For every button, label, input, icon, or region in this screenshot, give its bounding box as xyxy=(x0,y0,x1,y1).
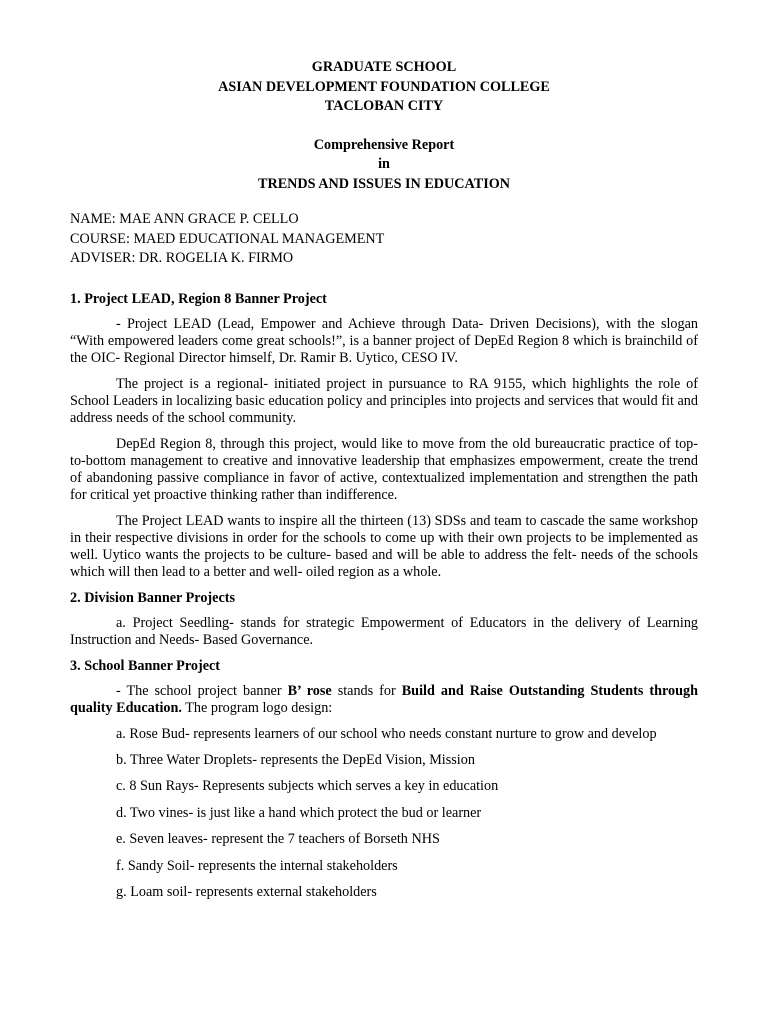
student-info xyxy=(70,210,698,269)
school-header xyxy=(70,58,698,117)
logo-item: b. Three Water Droplets- represents the DepEd Vision, Mission xyxy=(116,751,475,768)
intro-text: stands for xyxy=(331,682,402,699)
intro-banner-name: B’ rose xyxy=(287,682,332,699)
section-3-heading: 3. School Banner Project xyxy=(70,657,221,674)
section-2-paragraph: a. Project Seedling- stands for strategic Empowerment of Educators in the delivery of Learning Instruction and Needs- Based Governance. xyxy=(70,614,698,648)
section-2-heading: 2. Division Banner Projects xyxy=(70,589,235,606)
section-1-paragraph: The project is a regional- initiated project in pursuance to RA 9155, which highlights the role of School Leaders in localizing basic education policy and principles into projects and services that would fit and address needs of the school community. xyxy=(70,375,698,426)
section-1-paragraph: - Project LEAD (Lead, Empower and Achieve through Data- Driven Decisions), with the slogan “With empowered leaders come great schools!”, is a banner project of DepEd Region 8 which is brainchild of the OIC- Regional Director himself, Dr. Ramir B. Uytico, CESO IV. xyxy=(70,315,698,366)
logo-item: e. Seven leaves- represent the 7 teachers of Borseth NHS xyxy=(116,831,440,847)
student-adviser: ADVISER: DR. ROGELIA K. FIRMO xyxy=(70,250,294,266)
section-1-heading: 1. Project LEAD, Region 8 Banner Project xyxy=(70,290,327,307)
logo-item: d. Two vines- is just like a hand which protect the bud or learner xyxy=(116,804,482,821)
intro-text: The program logo design: xyxy=(181,699,333,716)
header-line-college: ASIAN DEVELOPMENT FOUNDATION COLLEGE xyxy=(218,78,550,95)
section-3-intro xyxy=(70,683,698,717)
section-1-paragraph: The Project LEAD wants to inspire all the thirteen (13) SDSs and team to cascade the same workshop in their respective divisions in order for the schools to come up with their own projects to be implemented as well. Uytico wants the projects to be culture- based and will be able to address the felt- needs of the schools which will then lead to a better and well- oiled region as a whole. xyxy=(70,512,698,580)
intro-text: - The school project banner xyxy=(116,682,288,699)
logo-item: f. Sandy Soil- represents the internal stakeholders xyxy=(116,857,398,874)
header-line-school: GRADUATE SCHOOL xyxy=(311,59,457,75)
student-course: COURSE: MAED EDUCATIONAL MANAGEMENT xyxy=(70,230,385,247)
logo-item: c. 8 Sun Rays- Represents subjects which serves a key in education xyxy=(116,778,499,794)
report-subject: TRENDS AND ISSUES IN EDUCATION xyxy=(257,175,511,192)
intro-banner-meaning: Build and Raise Outstanding Students through quality Education. xyxy=(70,682,698,716)
student-name: NAME: MAE ANN GRACE P. CELLO xyxy=(70,211,299,227)
logo-item: a. Rose Bud- represents learners of our school who needs constant nurture to grow and develop xyxy=(116,725,657,742)
report-connector: in xyxy=(378,156,390,172)
report-title-block xyxy=(70,136,698,195)
section-1-paragraph: DepEd Region 8, through this project, would like to move from the old bureaucratic practice of top-to-bottom management to creative and innovative leadership that emphasizes empowerment, create the trend of abandoning passive compliance in favor of active, contextualized implementation and strengthen the path for critical yet proactive thinking rather than indifference. xyxy=(70,435,698,503)
header-line-city: TACLOBAN CITY xyxy=(324,98,444,114)
logo-item: g. Loam soil- represents external stakeholders xyxy=(116,884,377,900)
report-title: Comprehensive Report xyxy=(313,136,455,153)
